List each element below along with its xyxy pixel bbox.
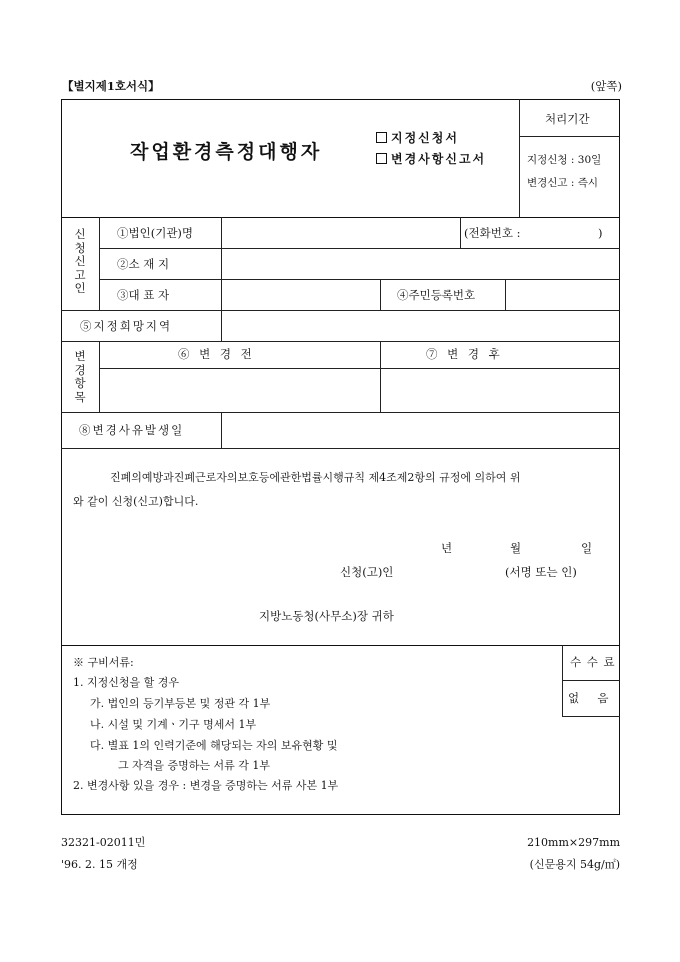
statement-line2: 와 같이 신청(신고)합니다. <box>73 495 199 508</box>
address-field[interactable] <box>222 249 619 279</box>
date-day: 일 <box>581 541 593 555</box>
paper-size: 210mm×297mm <box>527 836 620 849</box>
resident-no-field[interactable] <box>506 280 619 310</box>
representative-label: ③대 표 자 <box>117 288 170 302</box>
resident-no-label: ④주민등록번호 <box>397 288 476 302</box>
representative-field[interactable] <box>222 280 379 310</box>
documents-title: ※ 구비서류: <box>73 656 134 669</box>
processing-change: 변경신고 : 즉시 <box>527 177 599 189</box>
phone-close: ) <box>598 226 603 240</box>
document-line: 가. 법인의 등기부등본 및 정관 각 1부 <box>90 697 271 710</box>
after-field[interactable] <box>381 369 619 412</box>
checkbox-change-report[interactable] <box>376 153 486 165</box>
change-section-label: 변경항목 <box>74 349 86 404</box>
paper-type: (신문용지 54g/㎡) <box>529 858 620 871</box>
applicant-section-label: 신청신고인 <box>74 227 86 295</box>
checkbox-change-label: 변경사항신고서 <box>391 152 487 166</box>
fee-value: 없 음 <box>568 691 609 705</box>
checkbox-icon <box>376 153 387 164</box>
revision-date: '96. 2. 15 개정 <box>61 858 138 871</box>
processing-designation: 지정신청 : 30일 <box>527 154 602 166</box>
checkbox-designation[interactable] <box>376 132 459 144</box>
before-field[interactable] <box>100 369 379 412</box>
document-line: 다. 별표 1의 인력기준에 해당되는 자의 보유현황 및 <box>90 739 338 752</box>
document-line: 나. 시설 및 기계ㆍ기구 명세서 1부 <box>90 718 257 731</box>
date-year: 년 <box>441 541 453 555</box>
region-label: ⑤지정희망지역 <box>80 319 173 333</box>
address-label: ②소 재 지 <box>117 257 170 271</box>
corp-name-label: ①법인(기관)명 <box>117 226 194 240</box>
document-line: 2. 변경사항 있을 경우 : 변경을 증명하는 서류 사본 1부 <box>73 779 339 792</box>
checkbox-designation-label: 지정신청서 <box>391 131 459 145</box>
change-reason-label: ⑧변경사유발생일 <box>79 423 185 437</box>
form-code: 32321-02011민 <box>61 836 146 849</box>
corp-name-field[interactable] <box>222 218 459 248</box>
document-line: 그 자격을 증명하는 서류 각 1부 <box>118 759 270 772</box>
checkbox-icon <box>376 132 387 143</box>
applicant-sign-label: 신청(고)인 <box>340 565 394 579</box>
form-title: 작업환경측정대행자 <box>130 141 323 163</box>
phone-field[interactable] <box>535 220 593 246</box>
signature-label: (서명 또는 인) <box>505 565 577 579</box>
phone-label: (전화번호 : <box>464 226 521 240</box>
document-line: 1. 지정신청을 할 경우 <box>73 676 179 689</box>
before-label: ⑥ 변 경 전 <box>178 347 255 361</box>
recipient: 지방노동청(사무소)장 귀하 <box>259 609 394 623</box>
after-label: ⑦ 변 경 후 <box>426 347 503 361</box>
fee-label: 수 수 료 <box>570 655 616 669</box>
page-side: (앞쪽) <box>590 79 622 93</box>
date-month: 월 <box>510 541 522 555</box>
change-reason-field[interactable] <box>222 413 619 448</box>
statement-line1: 진폐의예방과진폐근로자의보호등에관한법률시행규칙 제4조제2항의 규정에 의하여 위 <box>110 471 521 484</box>
region-field[interactable] <box>222 311 619 341</box>
processing-title: 처리기간 <box>545 112 590 126</box>
form-number: 【별지제1호서식】 <box>62 79 160 93</box>
